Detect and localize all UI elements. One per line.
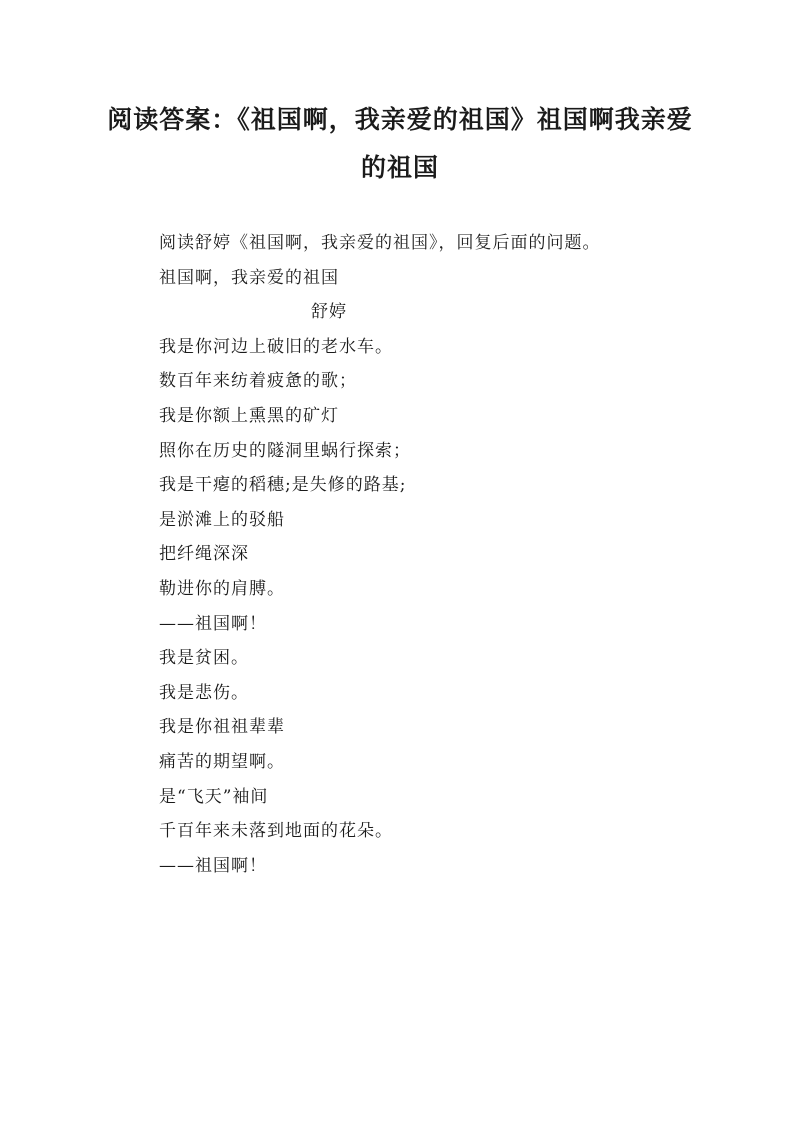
poem-line: 照你在历史的隧洞里蜗行探索； (159, 440, 411, 461)
poem-line: 我是你额上熏黑的矿灯 (159, 405, 339, 426)
document-title (100, 96, 700, 192)
poem-line: 我是干瘪的稻穗;是失修的路基; (159, 475, 407, 496)
poem-line: ——祖国啊！ (159, 613, 267, 634)
poem-line: ——祖国啊！ (159, 855, 267, 876)
title-line-2: 的祖国 (360, 153, 439, 182)
poem-line: 把纤绳深深 (159, 544, 249, 565)
poem-author: 舒婷 (311, 302, 347, 323)
poem-line: 我是悲伤。 (159, 682, 249, 703)
intro-text: 阅读舒婷《祖国啊，我亲爱的祖国》，回复后面的问题。 (159, 233, 601, 253)
poem-line: 是“飞天”袖间 (159, 786, 269, 807)
poem-line: 是淤滩上的驳船 (159, 509, 285, 530)
poem-title: 祖国啊，我亲爱的祖国 (159, 267, 339, 288)
title-line-1: 阅读答案：《祖国啊，我亲爱的祖国》祖国啊我亲爱 (107, 105, 693, 134)
poem-line: 勒进你的肩膊。 (159, 578, 285, 599)
document-body (159, 226, 719, 883)
poem-line: 数百年来纺着疲惫的歌； (159, 371, 357, 392)
poem-line: 痛苦的期望啊。 (159, 751, 285, 772)
poem-line: 千百年来未落到地面的花朵。 (159, 821, 393, 842)
poem-line: 我是你祖祖辈辈 (159, 717, 285, 738)
poem-line: 我是你河边上破旧的老水车。 (159, 336, 393, 357)
poem-line: 我是贫困。 (159, 648, 249, 669)
